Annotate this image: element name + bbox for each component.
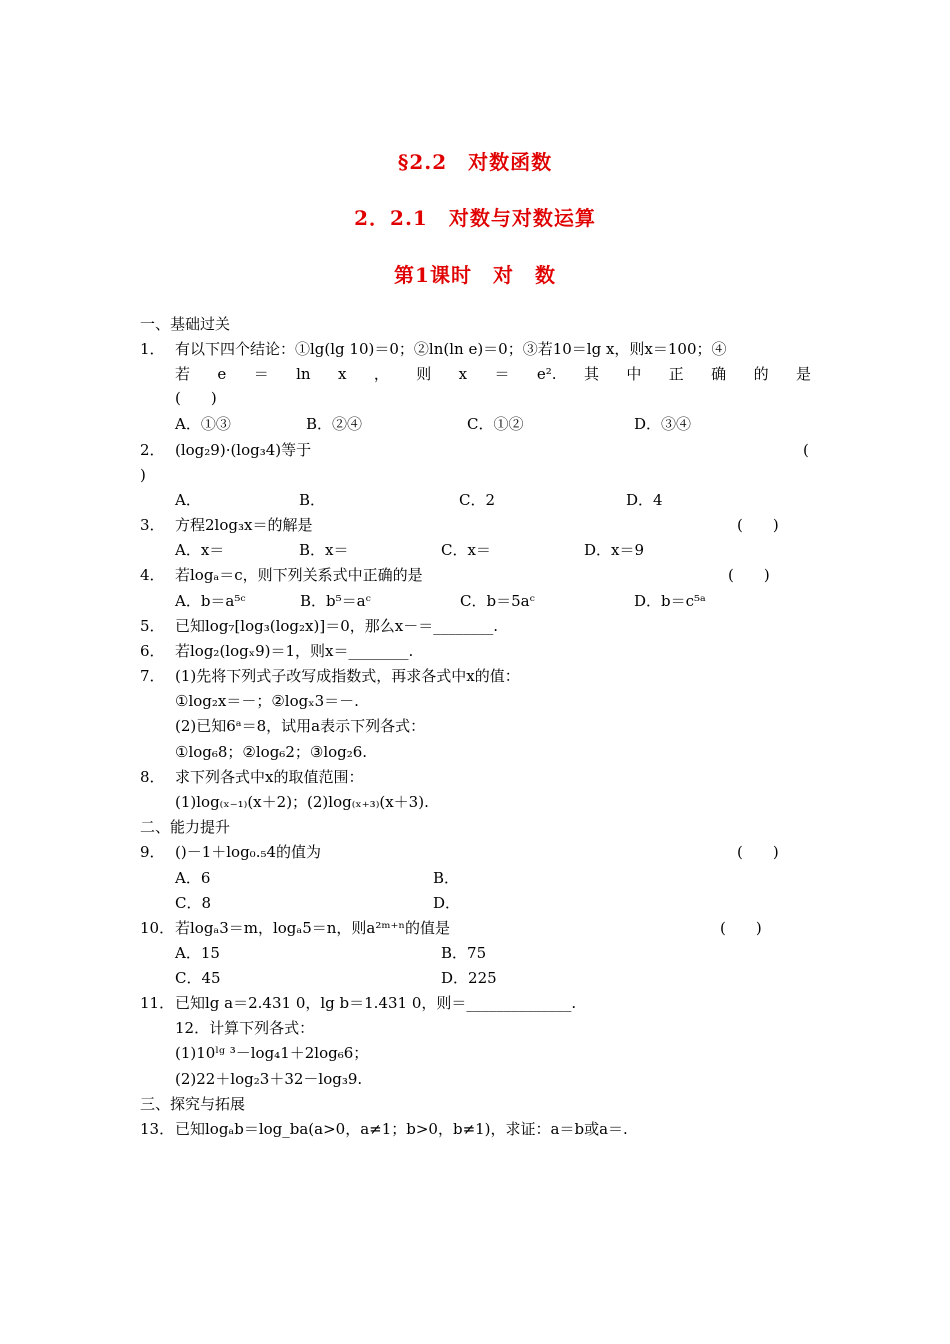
question-number: 8． bbox=[140, 768, 165, 786]
option-a: A．x＝ bbox=[175, 541, 225, 559]
option-c: C．45 bbox=[175, 969, 221, 987]
option-a: A．b＝a⁵ᶜ bbox=[175, 592, 246, 610]
question-text: (log₂9)·(log₃4)等于 bbox=[175, 441, 312, 459]
answer-paren: ( ) bbox=[728, 566, 770, 584]
option-a: A．15 bbox=[175, 944, 220, 962]
section-heading-basic: 一、基础过关 bbox=[140, 315, 231, 333]
question-text: 有以下四个结论：①lg(lg 10)＝0；②ln(ln e)＝0；③若10＝lg x，则x＝100；④ bbox=[175, 340, 727, 358]
answer-paren: ( ) bbox=[737, 843, 779, 861]
answer-paren: ( ) bbox=[737, 516, 779, 534]
option-b: B．75 bbox=[441, 944, 487, 962]
question-text: (1)log₍ₓ₋₁₎(x＋2)；(2)log₍ₓ₊₃₎(x＋3). bbox=[175, 793, 429, 811]
option-d: D．225 bbox=[441, 969, 497, 987]
question-number: 4． bbox=[140, 566, 165, 584]
question-text: (1)10ˡᵍ ³－log₄1＋2log₆6； bbox=[175, 1044, 369, 1062]
question-text: 已知lg a＝2.431 0，lg b＝1.431 0，则＝______________. bbox=[175, 994, 577, 1012]
section-heading-advanced: 二、能力提升 bbox=[140, 818, 231, 836]
option-d: D．b＝c⁵ᵃ bbox=[634, 592, 706, 610]
question-text: ()－1＋log₀.₅4的值为 bbox=[175, 843, 322, 861]
question-text: 已知log₇[log₃(log₂x)]＝0，那么x－＝________. bbox=[175, 617, 498, 635]
question-number: 1． bbox=[140, 340, 165, 358]
question-number: 10． bbox=[140, 919, 175, 937]
question-number: 7． bbox=[140, 667, 165, 685]
option-d: D．x＝9 bbox=[584, 541, 645, 559]
question-text: 求下列各式中x的取值范围： bbox=[175, 768, 364, 786]
option-c: C．x＝ bbox=[441, 541, 491, 559]
question-text: 已知logₐb＝log_ba(a>0，a≠1；b>0，b≠1)，求证：a＝b或a＝. bbox=[175, 1120, 628, 1138]
option-b: B．x＝ bbox=[299, 541, 349, 559]
title-subsection: 2．2.1 对数与对数运算 bbox=[354, 206, 596, 230]
question-text: 若logₐ＝c，则下列关系式中正确的是 bbox=[175, 566, 423, 584]
question-text: 方程2log₃x＝的解是 bbox=[175, 516, 313, 534]
option-c: C．b＝5aᶜ bbox=[460, 592, 535, 610]
option-d: D． bbox=[433, 894, 461, 912]
question-number: 5． bbox=[140, 617, 165, 635]
option-d: D．4 bbox=[626, 491, 663, 509]
question-text: 若logₐ3＝m，logₐ5＝n，则a²ᵐ⁺ⁿ的值是 bbox=[175, 919, 450, 937]
section-heading-explore: 三、探究与拓展 bbox=[140, 1095, 246, 1113]
option-c: C．8 bbox=[175, 894, 212, 912]
option-b: B． bbox=[433, 869, 460, 887]
option-c: C．2 bbox=[459, 491, 496, 509]
option-a: A． bbox=[175, 491, 201, 509]
question-number: 3． bbox=[140, 516, 165, 534]
question-number: 13． bbox=[140, 1120, 175, 1138]
title-lesson: 第1课时 对 数 bbox=[394, 263, 556, 287]
option-a: A．①③ bbox=[175, 415, 231, 433]
question-text: ①log₂x＝－；②logₓ3＝－. bbox=[175, 692, 359, 710]
option-b: B．b⁵＝aᶜ bbox=[300, 592, 371, 610]
answer-paren: ( ) bbox=[720, 919, 762, 937]
question-text: (2)已知6ᵃ＝8，试用a表示下列各式： bbox=[175, 717, 426, 735]
answer-paren: ( ) bbox=[175, 389, 217, 407]
answer-paren-close: ) bbox=[140, 466, 146, 484]
answer-paren-open: ( bbox=[803, 441, 809, 459]
question-text-justified: 若 e ＝ ln x ， 则 x ＝ e². 其 中 正 确 的 是 bbox=[175, 365, 811, 383]
question-number: 11． bbox=[140, 994, 175, 1012]
option-c: C．①② bbox=[467, 415, 524, 433]
option-a: A．6 bbox=[175, 869, 211, 887]
question-text: 12．计算下列各式： bbox=[175, 1019, 315, 1037]
question-text: (2)22＋log₂3＋32－log₃9. bbox=[175, 1070, 363, 1088]
option-b: B． bbox=[299, 491, 326, 509]
question-number: 2． bbox=[140, 441, 165, 459]
title-section: §2.2 对数函数 bbox=[397, 150, 553, 174]
question-number: 9． bbox=[140, 843, 165, 861]
option-b: B．②④ bbox=[306, 415, 363, 433]
question-text: ①log₆8；②log₆2；③log₂6. bbox=[175, 743, 368, 761]
question-text: 若log₂(logₓ9)＝1，则x＝________. bbox=[175, 642, 414, 660]
option-d: D．③④ bbox=[634, 415, 692, 433]
question-number: 6． bbox=[140, 642, 165, 660]
question-text: (1)先将下列式子改写成指数式，再求各式中x的值： bbox=[175, 667, 520, 685]
